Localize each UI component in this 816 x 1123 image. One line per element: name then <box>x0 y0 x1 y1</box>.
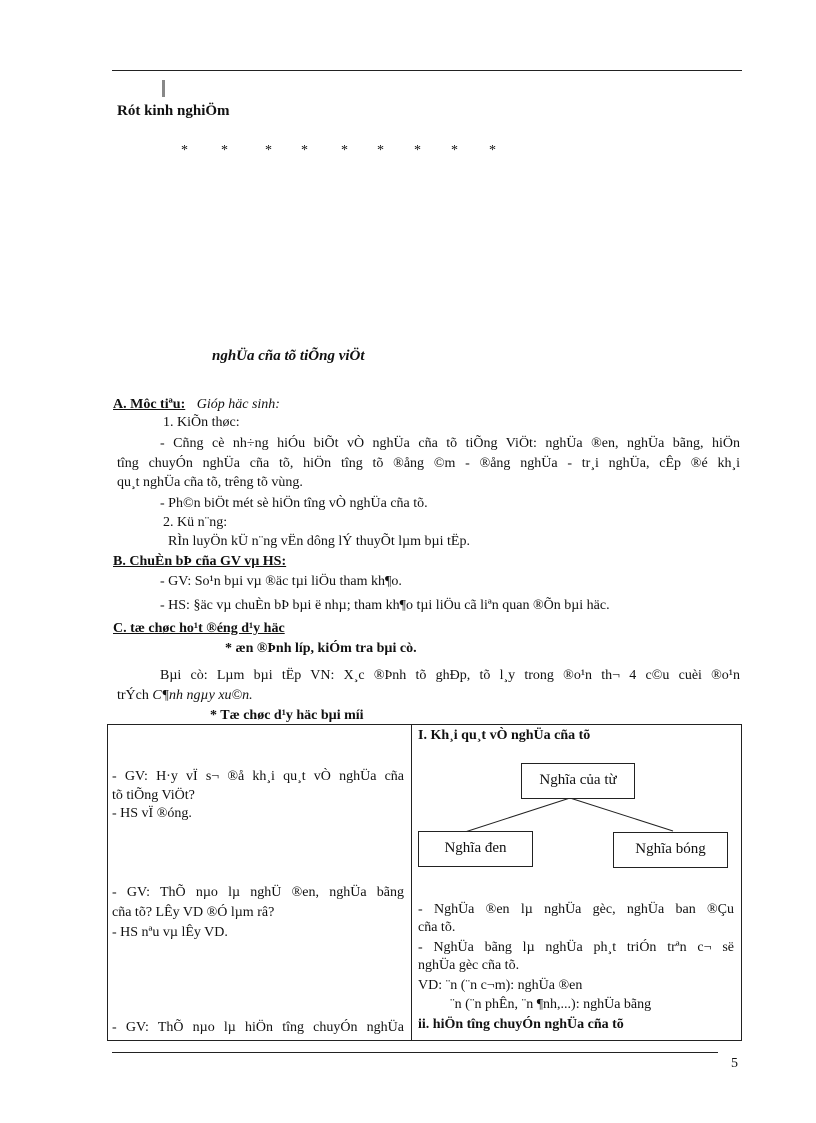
section-a-intro: Gióp häc sinh: <box>196 397 280 412</box>
table-right-heading: I. Kh¸i qu¸t vÒ nghÜa cña tõ <box>418 728 591 743</box>
table-right-line: - NghÜa bãng lµ nghÜa ph¸t triÓn trªn c¬ së <box>418 940 734 955</box>
star: * <box>181 143 188 158</box>
star: * <box>221 143 228 158</box>
text-line: RÌn luyÖn kÜ n¨ng vËn dông lÝ thuyÕt lµm bµi tËp. <box>168 534 470 549</box>
table-left-line: - GV: H·y vÏ s¬ ®å kh¸i qu¸t vÒ nghÜa cña <box>112 769 404 784</box>
star: * <box>451 143 458 158</box>
text-line: Bµi cò: Lµm bµi tËp VN: X¸c ®Þnh tõ ghÐp, tõ l¸y trong ®o¹n th¬ 4 c©u cuèi ®o¹n <box>160 668 740 683</box>
table-right-line: cña tõ. <box>418 920 456 935</box>
star: * <box>341 143 348 158</box>
star: * <box>301 143 308 158</box>
table-left-line: cña tõ? LÊy VD ®Ó lµm râ? <box>112 905 275 920</box>
step-heading: * æn ®Þnh líp, kiÓm tra bµi cò. <box>225 641 417 656</box>
table-right-line: nghÜa gèc cña tõ. <box>418 958 520 973</box>
text-line: 2. Kü n¨ng: <box>163 515 228 530</box>
table-right-line: VD: ¨n (¨n c¬m): nghÜa ®en <box>418 978 583 993</box>
text-line: qu¸t nghÜa cña tõ, trêng tõ vùng. <box>117 475 303 490</box>
text-fragment: C¶nh ngµy xu©n. <box>152 688 253 703</box>
text-line: - HS: §äc vµ chuÈn bÞ bµi ë nhµ; tham kh¶o tµi liÖu cã liªn quan ®Õn bµi häc. <box>160 598 610 613</box>
connector-left <box>465 798 570 832</box>
connector-right <box>570 798 673 831</box>
text-line: 1. KiÕn thøc: <box>163 415 240 430</box>
diagram-root-box: Nghĩa của từ <box>521 763 635 799</box>
table-right-line: ¨n (¨n phÊn, ¨n ¶nh,...): nghÜa bãng <box>450 997 652 1012</box>
text-line: tîng chuyÓn nghÜa cña tõ, hiÖn tîng tõ ®ång ©m - ®ång nghÜa - tr¸i nghÜa, cÊp ®é kh¸i <box>117 456 740 471</box>
table-left-line: - HS nªu vµ lÊy VD. <box>112 925 228 940</box>
page-number: 5 <box>731 1056 738 1071</box>
step-heading: * Tæ chøc d¹y häc bµi míi <box>210 708 364 723</box>
section-b-heading: B. ChuÈn bÞ cña GV vµ HS: <box>113 554 287 569</box>
table-right-heading: ii. hiÖn tîng chuyÓn nghÜa cña tõ <box>418 1017 624 1032</box>
header-title: Rót kinh nghiÖm <box>117 103 230 119</box>
diagram-left-box: Nghĩa đen <box>418 831 533 867</box>
text-fragment: trÝch <box>117 688 153 703</box>
table-right-line: - NghÜa ®en lµ nghÜa gèc, nghÜa ban ®Çu <box>418 902 734 917</box>
star: * <box>489 143 496 158</box>
section-a-heading: A. Môc tiªu: <box>113 397 186 412</box>
star: * <box>414 143 421 158</box>
star: * <box>265 143 272 158</box>
table-left-line: tõ tiÕng ViÖt? <box>112 788 195 803</box>
text-line: - Cñng cè nh÷ng hiÓu biÕt vÒ nghÜa cña tõ tiÕng ViÖt: nghÜa ®en, nghÜa bãng, hiÖn <box>160 436 740 451</box>
section-c-heading: C. tæ chøc ho¹t ®éng d¹y häc <box>113 621 285 636</box>
diagram-right-box: Nghĩa bóng <box>613 832 728 868</box>
table-left-line: - GV: ThÕ nµo lµ nghÜ ®en, nghÜa bãng <box>112 885 404 900</box>
footer-rule <box>112 1052 718 1053</box>
star: * <box>377 143 384 158</box>
lesson-title: nghÜa cña tõ tiÕng viÖt <box>212 348 365 364</box>
text-line: - Ph©n biÖt mét sè hiÖn tîng vÒ nghÜa cña tõ. <box>160 496 428 511</box>
table-left-line: - HS vÏ ®óng. <box>112 806 192 821</box>
table-left-line: - GV: ThÕ nµo lµ hiÖn tîng chuyÓn nghÜa <box>112 1020 404 1035</box>
text-line: - GV: So¹n bµi vµ ®äc tµi liÖu tham kh¶o. <box>160 574 402 589</box>
